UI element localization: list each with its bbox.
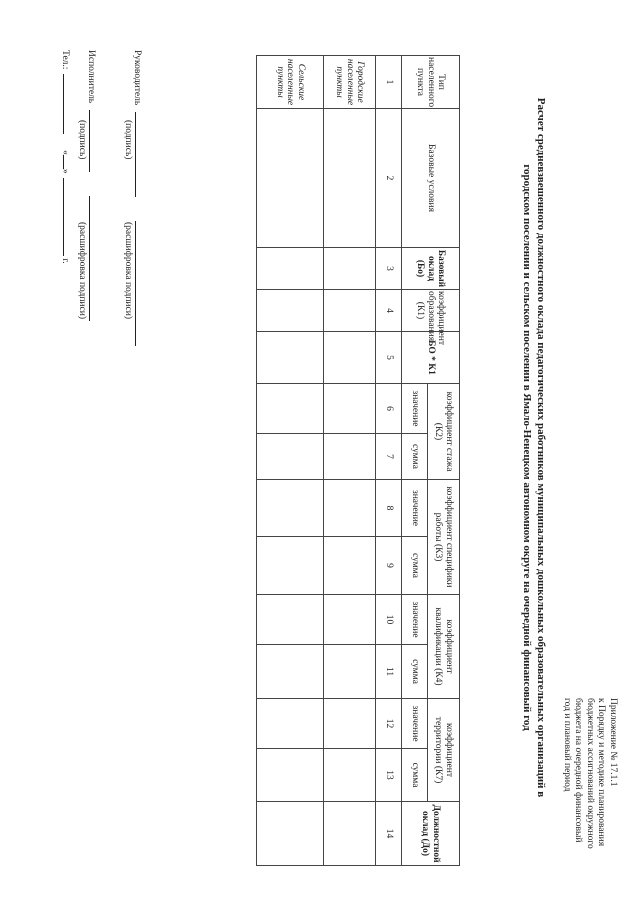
year-suffix: г. — [60, 258, 70, 264]
header-k1: коэффициент образования (К1) — [402, 290, 460, 332]
column-number: 9 — [376, 537, 402, 595]
table-row — [324, 56, 376, 866]
title-line-2: городском поселении и сельском поселении в Ямало-Ненецком автономном округе на очередной финансовый год — [521, 164, 533, 731]
phone-date-line — [60, 50, 74, 264]
column-number: 14 — [376, 802, 402, 866]
phone-label: Тел.: — [60, 50, 70, 70]
subheader-sum: сумма — [402, 749, 428, 802]
subheader-value: значение — [402, 699, 428, 749]
row-label-rural: Сельские населенные пункты — [257, 56, 324, 109]
column-number: 13 — [376, 749, 402, 802]
header-k2: коэффициент стажа (К2) — [428, 384, 460, 480]
column-number: 8 — [376, 480, 402, 537]
executor-label: Исполнитель — [86, 50, 96, 104]
appendix-line: к Порядку и методике планирования — [596, 698, 607, 847]
row-label-urban: Городские населенные пункты — [324, 56, 376, 109]
header-settlement-type: Тип населенного пункта — [402, 56, 460, 109]
column-number: 11 — [376, 645, 402, 699]
header-salary: Должностной оклад (До) — [402, 802, 460, 866]
header-base-salary: Базовый оклад (Бо) — [402, 248, 460, 290]
column-number: 6 — [376, 384, 402, 434]
subheader-value: значение — [402, 480, 428, 537]
column-number: 4 — [376, 290, 402, 332]
header-bo-k1: БО * К1 — [402, 332, 460, 384]
column-number: 5 — [376, 332, 402, 384]
executor-signature-line — [86, 50, 100, 321]
signature-hint: (подпись) — [123, 120, 133, 160]
column-numbers-row — [376, 56, 402, 866]
column-number: 3 — [376, 248, 402, 290]
decoding-hint: (расшифровка подписи) — [77, 222, 87, 319]
appendix-note — [561, 698, 619, 898]
date-open-quote: « — [60, 150, 70, 155]
table-row — [257, 56, 324, 866]
title-line-1: Расчет средневзвешенного должностного оклада педагогических работников муниципальных дошкольных образовательных организаций в — [535, 97, 547, 798]
column-number: 12 — [376, 699, 402, 749]
appendix-line: Приложение № 17.1.1 — [608, 698, 618, 787]
subheader-value: значение — [402, 384, 428, 434]
head-signature-line — [132, 50, 146, 346]
appendix-line: год и плановый период — [562, 698, 572, 792]
date-close-quote: » — [60, 168, 70, 174]
signature-hint: (подпись) — [77, 120, 87, 160]
header-k7: коэффициент территории (К7) — [428, 699, 460, 802]
subheader-value: значение — [402, 595, 428, 645]
subheader-sum: сумма — [402, 434, 428, 480]
column-number: 10 — [376, 595, 402, 645]
column-number: 2 — [376, 109, 402, 248]
column-number: 1 — [376, 56, 402, 109]
calculation-table — [256, 55, 460, 866]
header-k4: коэффициент квалификации (К4) — [428, 595, 460, 699]
header-k3: коэффициент специфики работы (К3) — [428, 480, 460, 595]
subheader-sum: сумма — [402, 537, 428, 595]
appendix-line: бюджетных ассигнований окружного — [585, 698, 595, 849]
decoding-hint: (расшифровка подписи) — [123, 222, 133, 319]
subheader-sum: сумма — [402, 645, 428, 699]
head-label: Руководитель — [132, 50, 142, 106]
document-title — [520, 40, 548, 855]
column-number: 7 — [376, 434, 402, 480]
appendix-line: бюджета на очередной финансовый — [573, 698, 584, 843]
header-base-conditions: Базовые условия — [402, 109, 460, 248]
